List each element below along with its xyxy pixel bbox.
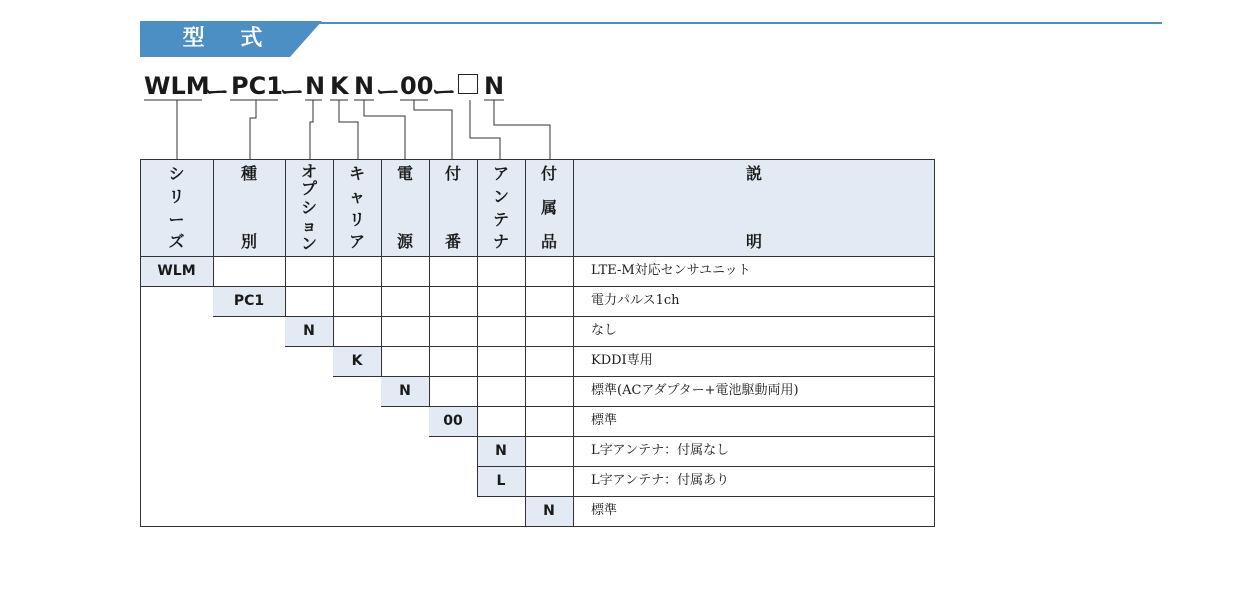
col-header-accessory-char: 付 [540, 164, 557, 183]
col-header-antenna-char: ナ [492, 232, 509, 251]
model-dash: ー [432, 78, 456, 106]
model-dash: ー [205, 78, 229, 106]
model-part-power: N [354, 72, 375, 100]
code-option: N [285, 316, 333, 346]
code-type: PC1 [213, 286, 285, 316]
desc-antenna: L字アンテナ：付属なし [591, 443, 730, 458]
desc-power: 標準(ACアダプター+電池駆動両用) [591, 383, 799, 398]
model-part-option: N [305, 72, 326, 100]
model-dash: ー [376, 78, 400, 106]
model-part-type: PC1 [231, 72, 283, 100]
desc-carrier: KDDI専用 [591, 353, 653, 368]
desc-accessory: 標準 [591, 503, 618, 518]
col-header-carrier-char: リ [348, 210, 365, 229]
code-carrier: K [333, 346, 381, 376]
code-antenna: L [477, 466, 525, 496]
model-dash: ー [280, 78, 304, 106]
col-header-carrier-char: キ [348, 164, 365, 183]
col-header-carrier-char: ア [348, 232, 365, 251]
desc-type: 電力パルス1ch [591, 293, 680, 308]
col-header-carrier-char: ャ [348, 187, 365, 206]
code-power: N [381, 376, 429, 406]
model-part-series: WLM [144, 72, 210, 100]
col-header-option-char: ョ [300, 216, 317, 235]
col-header-accessory-char: 品 [540, 232, 557, 251]
col-header-power-char: 電 [396, 164, 413, 183]
col-header-option-char: ン [300, 234, 317, 253]
col-header-number-char: 付 [444, 164, 461, 183]
col-header-type-char: 別 [240, 232, 257, 251]
col-header-antenna-char: ン [492, 187, 509, 206]
model-part-number: 00 [400, 72, 434, 100]
col-header-series-char: ズ [168, 232, 185, 251]
col-header-series-char: シ [168, 164, 185, 183]
col-header-option-char: プ [300, 179, 317, 198]
col-header-desc-char: 説 [745, 164, 762, 183]
code-series: WLM [140, 256, 213, 286]
col-header-antenna-char: テ [492, 210, 509, 229]
col-header-type-char: 種 [240, 164, 257, 183]
code-antenna: N [477, 436, 525, 466]
code-accessory: N [525, 496, 573, 527]
desc-option: なし [591, 323, 618, 338]
model-part-accessory: N [484, 72, 505, 100]
col-header-series-char: リ [168, 187, 185, 206]
col-header-option-char: シ [300, 198, 317, 217]
desc-series: LTE-M対応センサユニット [591, 263, 751, 278]
model-spec-table [140, 159, 935, 527]
col-header-series-char: ー [168, 210, 185, 229]
code-number: 00 [429, 406, 477, 436]
col-header-power-char: 源 [396, 232, 413, 251]
desc-number: 標準 [591, 413, 618, 428]
col-header-antenna-char: ア [492, 164, 509, 183]
model-part-carrier: K [330, 72, 349, 100]
desc-antenna: L字アンテナ：付属あり [591, 473, 730, 488]
col-header-accessory-char: 属 [540, 198, 557, 217]
col-header-number-char: 番 [444, 232, 461, 251]
col-header-desc-char: 明 [745, 232, 762, 251]
table-grid-lines [140, 159, 935, 527]
section-title: 型 式 [182, 26, 277, 51]
col-header-option-char: オ [300, 162, 317, 181]
